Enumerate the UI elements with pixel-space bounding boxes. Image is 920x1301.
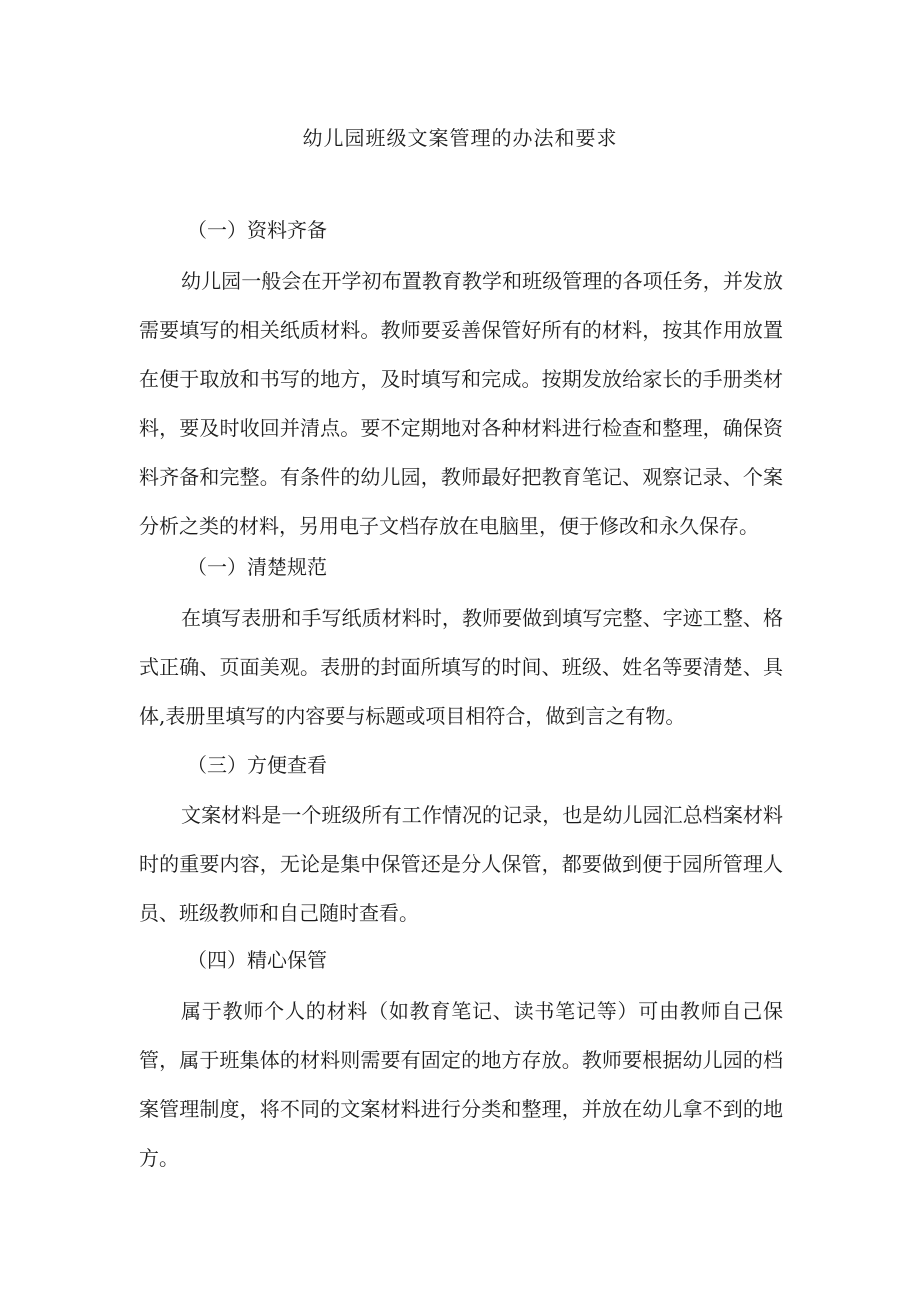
section-heading-2: （一）清楚规范	[187, 555, 327, 579]
section-heading-1: （一）资料齐备	[187, 218, 327, 242]
section-body-2: 在填写表册和手写纸质材料时，教师要做到填写完整、字迹工整、格式正确、页面美观。表册的封面所填写的时间、班级、姓名等要清楚、具体,表册里填写的内容要与标题或项目相符合，做到言之有物。	[139, 606, 783, 728]
section-heading-4: （四）精心保管	[187, 948, 327, 972]
section-heading-3: （三）方便查看	[187, 753, 327, 777]
section-body-1: 幼儿园一般会在开学初布置教育教学和班级管理的各项任务，并发放需要填写的相关纸质材料。教师要妥善保管好所有的材料，按其作用放置在便于取放和书写的地方，及时填写和完成。按期发放给家长的手册类材料，要及时收回并清点。要不定期地对各种材料进行检查和整理，确保资料齐备和完整。有条件的幼儿园，教师最好把教育笔记、观察记录、个案分析之类的材料，另用电子文档存放在电脑里，便于修改和永久保存。	[139, 269, 783, 538]
document-title: 幼儿园班级文案管理的办法和要求	[302, 126, 618, 150]
section-body-4: 属于教师个人的材料（如教育笔记、读书笔记等）可由教师自己保管，属于班集体的材料则需要有固定的地方存放。教师要根据幼儿园的档案管理制度，将不同的文案材料进行分类和整理，并放在幼儿拿不到的地方。	[139, 999, 783, 1170]
section-body-3: 文案材料是一个班级所有工作情况的记录，也是幼儿园汇总档案材料时的重要内容，无论是集中保管还是分人保管，都要做到便于园所管理人员、班级教师和自己随时查看。	[139, 803, 783, 925]
